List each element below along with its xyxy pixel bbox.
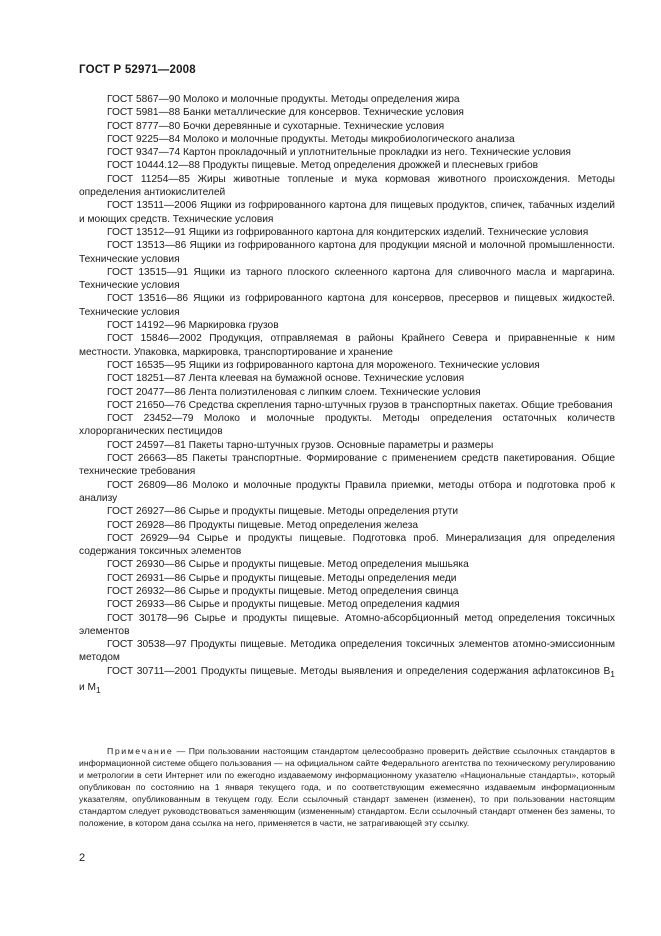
reference-item — [79, 558, 615, 571]
reference-item — [79, 585, 615, 598]
page-number: 2 — [79, 852, 86, 864]
reference-title: Пакеты транспортные. Формирование с применением средств пакетирования. Общие технические требования — [79, 453, 615, 478]
reference-code: ГОСТ 14192—96 — [107, 320, 186, 332]
reference-title: Банки металлические для консервов. Технические условия — [180, 107, 464, 119]
reference-title: Продукты пищевые. Методика определения токсичных элементов атомно-эмиссионным методом — [79, 639, 615, 664]
reference-item — [79, 159, 615, 172]
reference-title: Молоко и молочные продукты. Методы микробиологического анализа — [180, 133, 515, 145]
subscript-m: 1 — [96, 685, 101, 696]
reference-title: Сырье и продукты пищевые. Метод определения кадмия — [185, 599, 460, 611]
reference-code: ГОСТ 26931—86 — [107, 572, 186, 584]
reference-title: Ящики из тарного плоского склеенного картона для сливочного масла и маргарина. Технические условия — [79, 266, 615, 292]
reference-code: ГОСТ 5981—88 — [107, 107, 181, 119]
reference-item — [79, 612, 615, 639]
reference-title: Ящики из гофрированного картона для мороженого. Технические условия — [185, 359, 540, 371]
note-paragraph — [79, 745, 615, 829]
reference-title: Ящики из гофрированного картона для пищевых продуктов, спичек, табачных изделий и моющих средств. Технические условия — [79, 200, 615, 225]
reference-code: ГОСТ 26809—86 — [107, 479, 188, 491]
reference-title: Ящики из гофрированного картона для консервов, пресервов и пищевых жидкостей. Технические условия — [79, 293, 615, 318]
reference-item — [79, 386, 615, 399]
reference-title: Молоко и молочные продукты Правила приемки, методы отбора и подготовка проб к анализу — [79, 479, 615, 504]
reference-title: Продукция, отправляемая в районы Крайнего Севера и приравненные к ним местности. Упаковка, маркировка, транспортирование и хранение — [79, 333, 615, 358]
reference-title: Пакеты тарно-штучных грузов. Основные параметры и размеры — [185, 439, 494, 451]
reference-item — [79, 292, 615, 319]
reference-title: Ящики из гофрированного картона для продукции мясной и молочной промышленности. Технические условия — [79, 240, 615, 265]
reference-item — [79, 266, 615, 293]
subscript-b: 1 — [610, 668, 615, 679]
reference-item — [79, 239, 615, 266]
reference-title: Молоко и молочные продукты. Методы определения жира — [180, 94, 460, 105]
reference-title: Жиры животные топленые и мука кормовая животного происхождения. Методы определения антиокислителей — [79, 173, 615, 199]
reference-title: Продукты пищевые. Метод определения дрожжей и плесневых грибов — [199, 160, 539, 172]
note-text: — При пользовании настоящим стандартом целесообразно проверить действие ссылочных стандартов в информационной системе общего пользования — на официальном сайте Федерального агентства по техническому регулированию и метрологии в сети Интернет или по ежегодно издаваемому информационному указателю «Национальные стандарты», который опубликован по состоянию на 1 января текущего года, и по соответствующим ежемесячно издаваемым информационным указателям, опубликованным в текущем году. Если ссылочный стандарт заменен (изменен), то при пользовании настоящим стандартом следует руководствоваться заменяющим (измененным) стандартом. Если ссылочный стандарт отменен без замены, то положение, в котором дана ссылка на него, применяется в части, не затрагивающей эту ссылку. — [79, 746, 615, 828]
reference-code: ГОСТ 26933—86 — [107, 599, 186, 611]
reference-code: ГОСТ 26663—85 — [107, 453, 188, 465]
reference-item — [79, 572, 615, 585]
reference-code: ГОСТ 16535—95 — [107, 359, 186, 371]
reference-title: Сырье и продукты пищевые. Подготовка проб. Минерализация для определения содержания токсичных элементов — [79, 532, 615, 558]
reference-code: ГОСТ 30538—97 — [107, 639, 187, 651]
references-list — [79, 93, 615, 697]
reference-title: Продукты пищевые. Метод определения железа — [185, 519, 419, 531]
reference-item — [79, 532, 615, 559]
reference-code: ГОСТ 23452—79 — [107, 413, 194, 425]
reference-item — [79, 412, 615, 439]
reference-code: ГОСТ 26929—94 — [107, 532, 190, 544]
reference-item — [79, 133, 615, 146]
reference-code: ГОСТ 30711—2001 — [107, 665, 198, 677]
reference-item — [79, 519, 615, 532]
note-label: Примечание — [107, 746, 174, 756]
reference-title: Лента полиэтиленовая с липким слоем. Технические условия — [185, 386, 481, 398]
reference-item — [79, 226, 615, 239]
reference-item — [79, 319, 615, 332]
reference-item — [79, 665, 615, 698]
reference-code: ГОСТ 15846—2002 — [107, 333, 202, 345]
document-header: ГОСТ Р 52971—2008 — [79, 64, 196, 76]
reference-item — [79, 452, 615, 479]
reference-code: ГОСТ 20477—86 — [107, 386, 186, 398]
reference-code: ГОСТ 5867—90 — [107, 94, 181, 105]
reference-title: Сырье и продукты пищевые. Методы определения ртути — [185, 506, 459, 518]
reference-code: ГОСТ 13516—86 — [107, 293, 189, 305]
reference-code: ГОСТ 13513—86 — [107, 240, 187, 252]
reference-title: Ящики из гофрированного картона для кондитерских изделий. Технические условия — [185, 226, 589, 238]
reference-item — [79, 199, 615, 226]
reference-code: ГОСТ 9347—74 — [107, 147, 181, 159]
reference-code: ГОСТ 18251—87 — [107, 373, 186, 385]
reference-item — [79, 372, 615, 385]
reference-item — [79, 505, 615, 518]
reference-code: ГОСТ 13512—91 — [107, 226, 186, 238]
reference-code: ГОСТ 9225—84 — [107, 133, 181, 145]
reference-code: ГОСТ 26930—86 — [107, 559, 186, 571]
reference-title: Лента клеевая на бумажной основе. Технические условия — [185, 373, 465, 385]
reference-title: Сырье и продукты пищевые. Методы определения меди — [185, 572, 457, 584]
reference-title: Средства скрепления тарно-штучных грузов в транспортных пакетах. Общие требования — [185, 399, 613, 411]
reference-item — [79, 399, 615, 412]
reference-item — [79, 359, 615, 372]
reference-code: ГОСТ 30178—96 — [107, 612, 189, 624]
reference-item — [79, 439, 615, 452]
reference-code: ГОСТ 21650—76 — [107, 399, 186, 411]
reference-code: ГОСТ 10444.12—88 — [107, 160, 200, 172]
reference-item — [79, 106, 615, 119]
reference-code: ГОСТ 24597—81 — [107, 439, 186, 451]
reference-item — [79, 173, 615, 200]
reference-item — [79, 332, 615, 359]
reference-code: ГОСТ 13515—91 — [107, 266, 189, 278]
reference-code: ГОСТ 26928—86 — [107, 519, 186, 531]
reference-title: Маркировка грузов — [185, 320, 279, 332]
reference-title: Сырье и продукты пищевые. Атомно-абсорбционный метод определения токсичных элементов — [79, 612, 615, 637]
reference-item — [79, 598, 615, 611]
reference-code: ГОСТ 26932—86 — [107, 585, 186, 597]
reference-code: ГОСТ 8777—80 — [107, 120, 181, 132]
reference-title: Картон прокладочный и уплотнительные прокладки из него. Технические условия — [180, 147, 571, 159]
reference-code: ГОСТ 13511—2006 — [107, 200, 197, 212]
reference-title: Сырье и продукты пищевые. Метод определения мышьяка — [185, 559, 469, 571]
reference-code: ГОСТ 26927—86 — [107, 506, 186, 518]
reference-title: Бочки деревянные и сухотарные. Технические условия — [180, 120, 445, 132]
reference-title: Сырье и продукты пищевые. Метод определения свинца — [185, 585, 459, 597]
reference-item — [79, 93, 615, 106]
reference-title-cont: и М — [79, 682, 97, 694]
reference-title: Продукты пищевые. Методы выявления и определения содержания афлатоксинов В — [197, 665, 611, 677]
reference-item — [79, 146, 615, 159]
reference-item — [79, 120, 615, 133]
reference-item — [79, 638, 615, 665]
reference-title: Молоко и молочные продукты. Методы определения остаточных количеств хлорорганических пестицидов — [79, 413, 616, 438]
reference-code: ГОСТ 11254—85 — [107, 173, 190, 185]
reference-item — [79, 479, 615, 506]
